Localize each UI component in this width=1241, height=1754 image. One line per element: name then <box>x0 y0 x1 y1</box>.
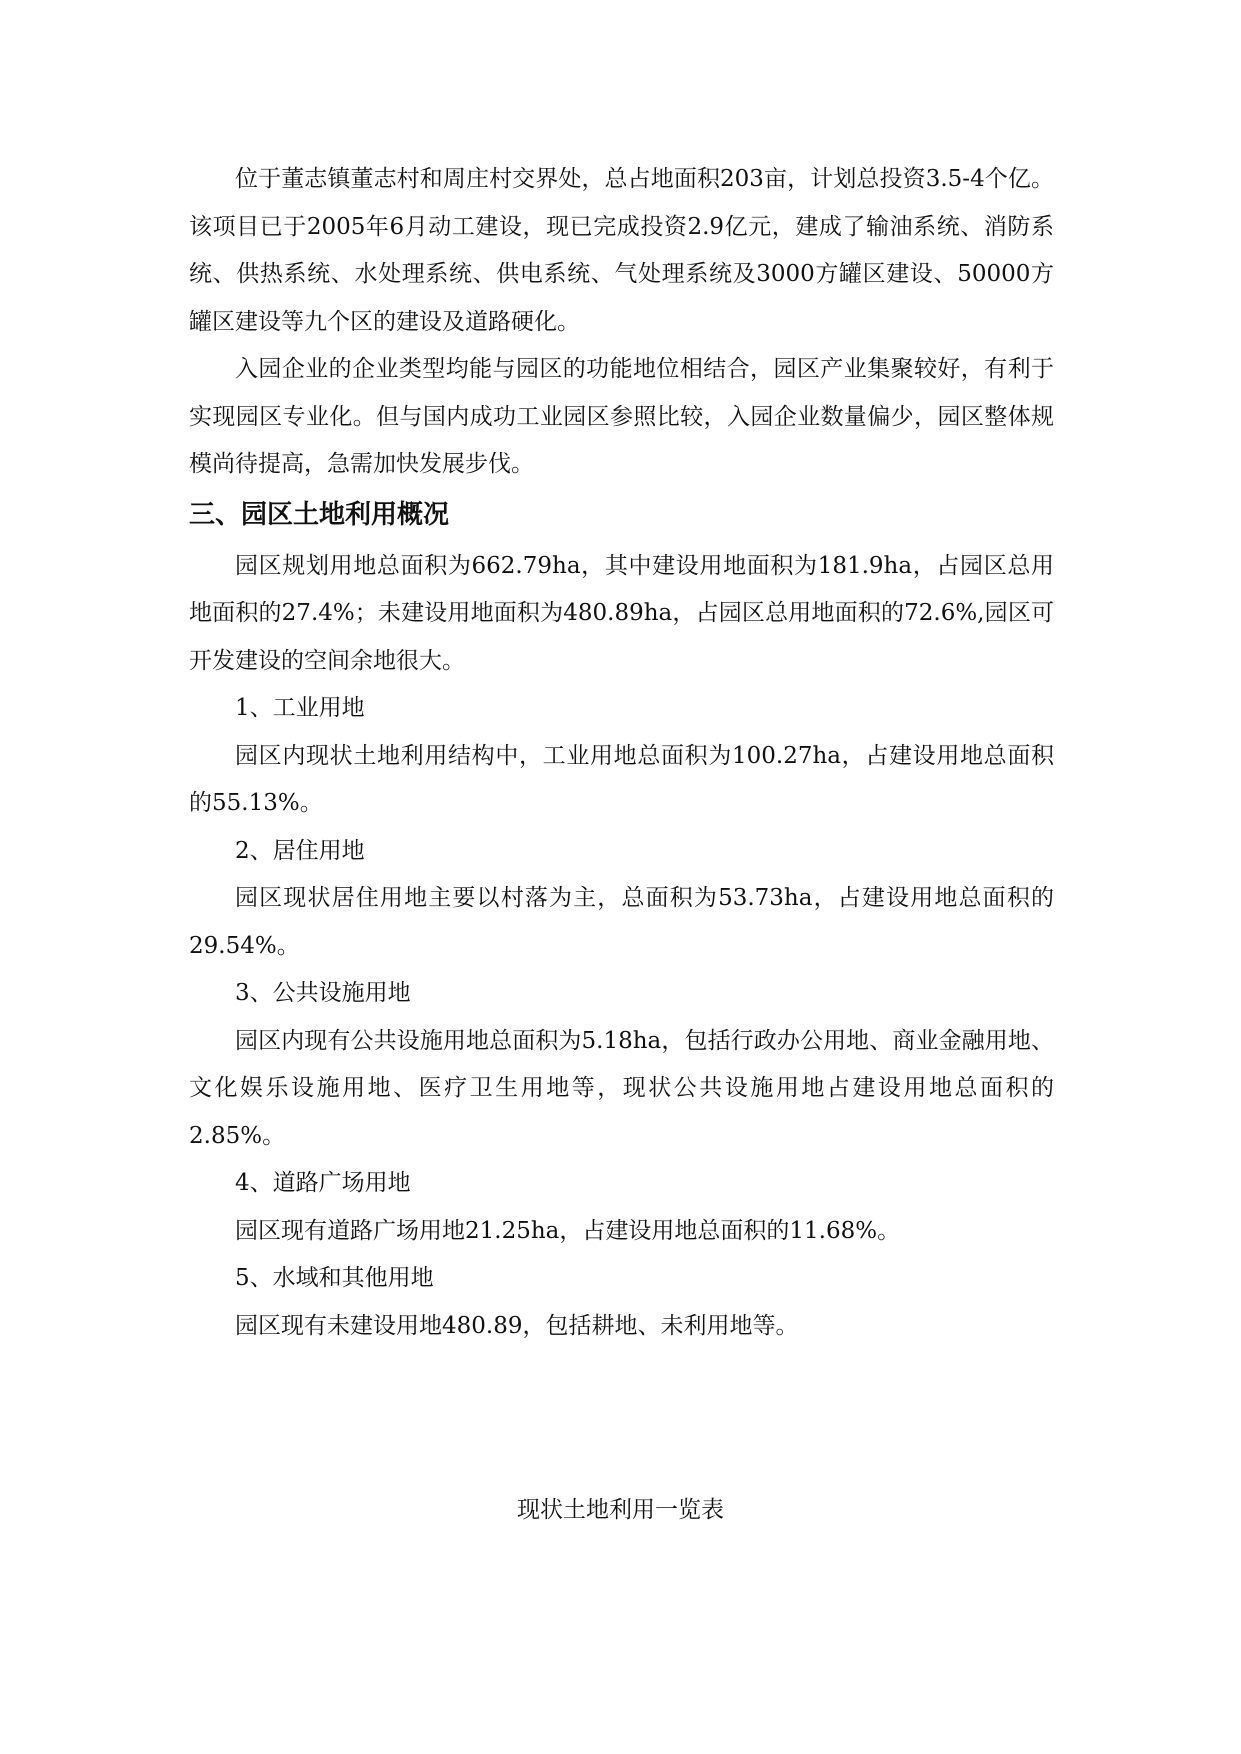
document-body <box>189 156 1054 1350</box>
water-other-land-text: 园区现有未建设用地480.89，包括耕地、未利用地等。 <box>235 1312 799 1339</box>
public-facilities-land-text: 园区内现有公共设施用地总面积为5.18ha，包括行政办公用地、商业金融用地、文化娱乐设施用地、医疗卫生用地等，现状公共设施用地占建设用地总面积的2.85%。 <box>189 1027 1054 1149</box>
public-facilities-land-title: 3、公共设施用地 <box>235 980 411 1006</box>
industrial-land-text: 园区内现状土地利用结构中，工业用地总面积为100.27ha，占建设用地总面积的55.13%。 <box>189 742 1054 816</box>
road-square-land-text: 园区现有道路广场用地21.25ha，占建设用地总面积的11.68%。 <box>235 1217 901 1244</box>
residential-land-title: 2、居住用地 <box>235 837 365 864</box>
road-square-land-title: 4、道路广场用地 <box>235 1170 411 1196</box>
table-caption: 现状土地利用一览表 <box>517 1497 724 1523</box>
section-heading: 三、园区土地利用概况 <box>189 499 450 530</box>
water-other-land-title: 5、水域和其他用地 <box>235 1265 434 1291</box>
land-use-summary: 园区规划用地总面积为662.79ha，其中建设用地面积为181.9ha，占园区总用地面积的27.4%；未建设用地面积为480.89ha，占园区总用地面积的72.6%,园区可开发建设的空间余地很大。 <box>189 552 1054 674</box>
intro-paragraph-2: 入园企业的企业类型均能与园区的功能地位相结合，园区产业集聚较好，有利于实现园区专业化。但与国内成功工业园区参照比较，入园企业数量偏少，园区整体规模尚待提高，急需加快发展步伐。 <box>189 356 1054 477</box>
intro-paragraph-1: 位于董志镇董志村和周庄村交界处，总占地面积203亩，计划总投资3.5-4个亿。该项目已于2005年6月动工建设，现已完成投资2.9亿元，建成了输油系统、消防系统、供热系统、水处理系统、供电系统、气处理系统及3000方罐区建设、50000方罐区建设等九个区的建设及道路硬化。 <box>189 166 1054 335</box>
industrial-land-title: 1、工业用地 <box>235 695 365 721</box>
residential-land-text: 园区现状居住用地主要以村落为主，总面积为53.73ha，占建设用地总面积的29.54%。 <box>189 885 1054 959</box>
